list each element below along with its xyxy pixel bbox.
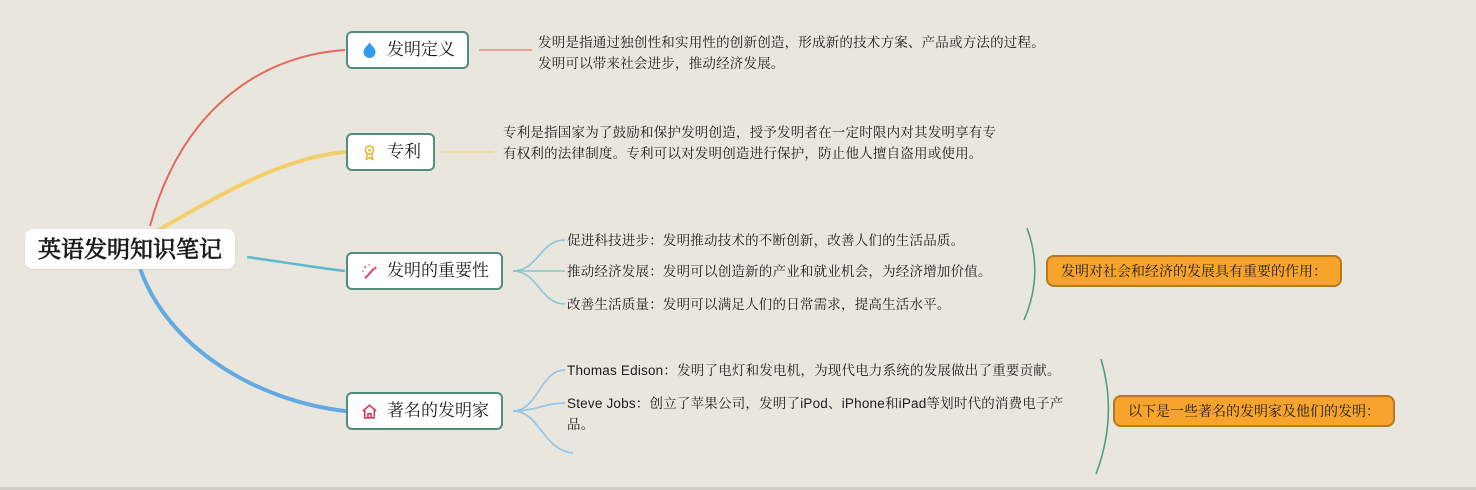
edge-inventors-child-2 (513, 411, 573, 453)
bracket-inventors-summary (1096, 359, 1108, 474)
edge-inventors-child-1 (513, 403, 565, 411)
definition-description[interactable]: 发明是指通过独创性和实用性的创新创造，形成新的技术方案、产品或方法的过程。发明可以带来社会进步，推动经济发展。 (538, 35, 1045, 71)
importance-child-1[interactable]: 推动经济发展：发明可以创造新的产业和就业机会，为经济增加价值。 (567, 264, 992, 279)
bracket-importance-summary (1024, 228, 1035, 320)
inventors-child-0[interactable]: Thomas Edison：发明了电灯和发电机，为现代电力系统的发展做出了重要贡献。 (567, 363, 1061, 378)
importance-child-2[interactable]: 改善生活质量：发明可以满足人们的日常需求，提高生活水平。 (567, 297, 951, 312)
branch-node-importance[interactable] (346, 252, 503, 290)
medal-icon (360, 143, 379, 162)
root-node[interactable] (25, 229, 235, 269)
wand-icon (360, 262, 379, 281)
flame-icon (360, 41, 379, 60)
branch-node-label: 发明的重要性 (387, 261, 489, 280)
inventors-child-1[interactable]: Steve Jobs：创立了苹果公司，发明了iPod、iPhone和iPad等划时代的消费电子产品。 (567, 396, 1064, 432)
branch-node-inventors[interactable] (346, 392, 503, 430)
edge-importance-child-0 (513, 240, 565, 271)
root-node-label: 英语发明知识笔记 (38, 236, 222, 262)
home-icon (360, 402, 379, 421)
inventors-summary-callout[interactable]: 以下是一些著名的发明家及他们的发明： (1113, 395, 1395, 427)
branch-node-patent[interactable] (346, 133, 435, 171)
edge-root-definition (150, 50, 345, 226)
edge-importance-child-2 (513, 271, 565, 304)
edge-root-patent (157, 152, 345, 231)
edge-inventors-child-0 (513, 370, 565, 411)
branch-node-label: 著名的发明家 (387, 401, 489, 420)
importance-child-0[interactable]: 促进科技进步：发明推动技术的不断创新，改善人们的生活品质。 (567, 233, 965, 248)
importance-summary-callout[interactable]: 发明对社会和经济的发展具有重要的作用： (1046, 255, 1342, 287)
patent-description[interactable]: 专利是指国家为了鼓励和保护发明创造，授予发明者在一定时限内对其发明享有专有权利的法律制度。专利可以对发明创造进行保护，防止他人擅自盗用或使用。 (503, 125, 997, 161)
branch-node-label: 发明定义 (387, 40, 455, 59)
branch-node-label: 专利 (387, 142, 421, 161)
branch-node-definition[interactable] (346, 31, 469, 69)
edge-root-importance (247, 257, 345, 271)
edge-root-inventors (141, 271, 345, 411)
